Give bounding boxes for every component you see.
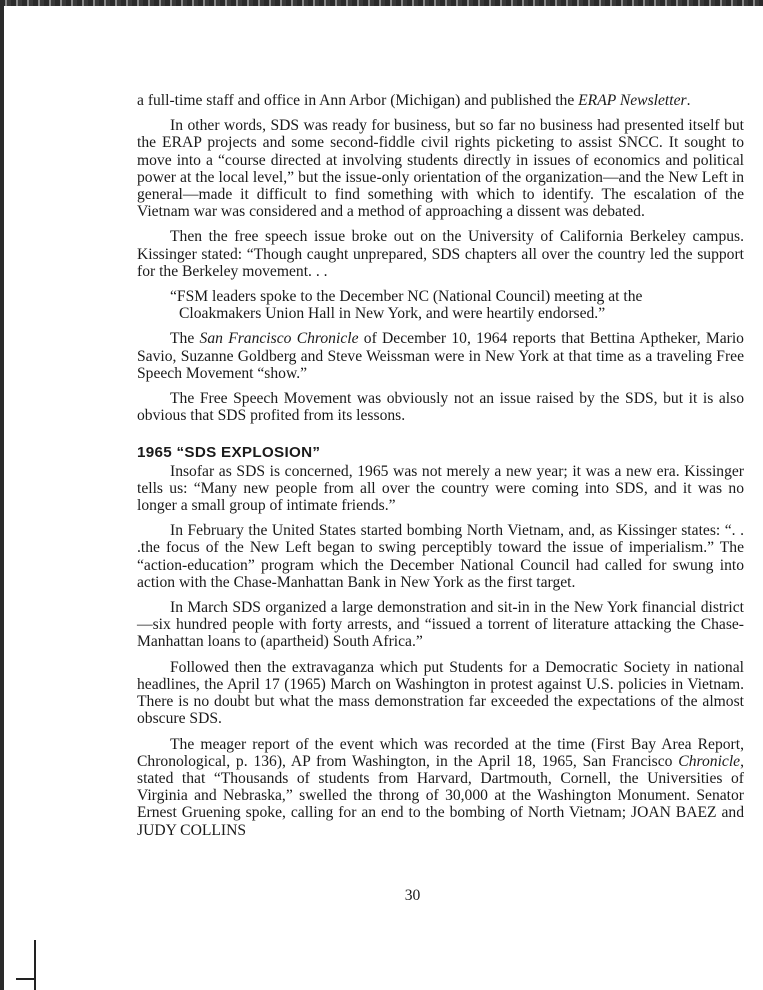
italic-title: ERAP Newsletter xyxy=(578,92,687,109)
paragraph: In February the United States started bombing North Vietnam, and, as Kissinger states: “. . .the focus of the New Left began to swing perceptibly toward the issue of imperialism.” The “action-education” program which the December National Council had called for swung into action with the Chase-Manhattan Bank in New York as the first target. xyxy=(137,522,744,591)
paragraph-continuation xyxy=(137,92,744,109)
block-quote xyxy=(137,288,744,322)
paragraph-text: , stated that “Thousands of students from Harvard, Dartmouth, Cornell, the Universities of Virginia and Nebraska,” swelled the throng of 30,000 at the Washington Monument. Senator Ernest Gruening spoke, calling for an end to the bombing of North Vietnam; JOAN BAEZ and JUDY COLLINS xyxy=(137,752,744,839)
paragraph-text: The xyxy=(170,330,200,348)
scan-left-edge xyxy=(0,0,4,990)
paragraph: Insofar as SDS is concerned, 1965 was not merely a new year; it was a new era. Kissinger tells us: “Many new people from all over the country were coming into SDS, and it was no longer a small group of intimate friends.” xyxy=(137,462,744,515)
paragraph: Followed then the extravaganza which put Students for a Democratic Society in national headlines, the April 17 (1965) March on Washington in protest against U.S. policies in Vietnam. There is no doubt but what the mass demonstration far exceeded the expectations of the almost obscure SDS. xyxy=(137,658,744,728)
paragraph: In March SDS organized a large demonstration and sit-in in the New York financial district—six hundred people with forty arrests, and “issued a torrent of literature attacking the Chase-Manhattan loans to (apartheid) South Africa.” xyxy=(137,599,744,651)
text-column xyxy=(137,92,744,847)
italic-title: Chronicle xyxy=(678,752,741,770)
paragraph-text: . xyxy=(686,92,691,109)
scan-top-edge xyxy=(0,0,763,6)
paragraph-text: The meager report of the event which was recorded at the time (First Bay Area Report, Chronological, p. 136), AP from Washington, in the April 18, 1965, San Francisco xyxy=(137,735,744,770)
scan-corner-mark xyxy=(34,940,36,990)
paragraph: Then the free speech issue broke out on the University of California Berkeley campus. Kissinger stated: “Though caught unprepared, SDS chapters all over the country led the support for the Berkeley movement. . . xyxy=(137,228,744,280)
quote-line: “FSM leaders spoke to the December NC (National Council) meeting at the xyxy=(170,288,643,306)
quote-line: Cloakmakers Union Hall in New York, and were heartily endorsed.” xyxy=(179,305,606,323)
page-number: 30 xyxy=(404,887,421,904)
paragraph: The Free Speech Movement was obviously not an issue raised by the SDS, but it is also obvious that SDS profited from its lessons. xyxy=(137,390,744,425)
italic-title: San Francisco Chronicle xyxy=(199,330,359,348)
paragraph-text: of December 10, 1964 reports that Bettina Aptheker, Mario Savio, Suzanne Goldberg and Steve Weissman were in New York at that time as a traveling Free Speech Movement “show.” xyxy=(137,330,744,382)
paragraph: In other words, SDS was ready for business, but so far no business had presented itself but the ERAP projects and some second-fiddle civil rights picketing to assist SNCC. It sought to move into a “course directed at involving students directly in issues of economics and political power at the local level,” but the issue-only orientation of the organization—and the New Left in general—made it difficult to find something with which to identify. The escalation of the Vietnam war was considered and a method of approaching a dissent was debated. xyxy=(137,117,744,221)
paragraph xyxy=(137,736,744,839)
paragraph xyxy=(137,330,744,382)
paragraph-text: a full-time staff and office in Ann Arbor (Michigan) and published the xyxy=(137,92,579,109)
section-heading: 1965 “SDS EXPLOSION” xyxy=(137,444,321,462)
